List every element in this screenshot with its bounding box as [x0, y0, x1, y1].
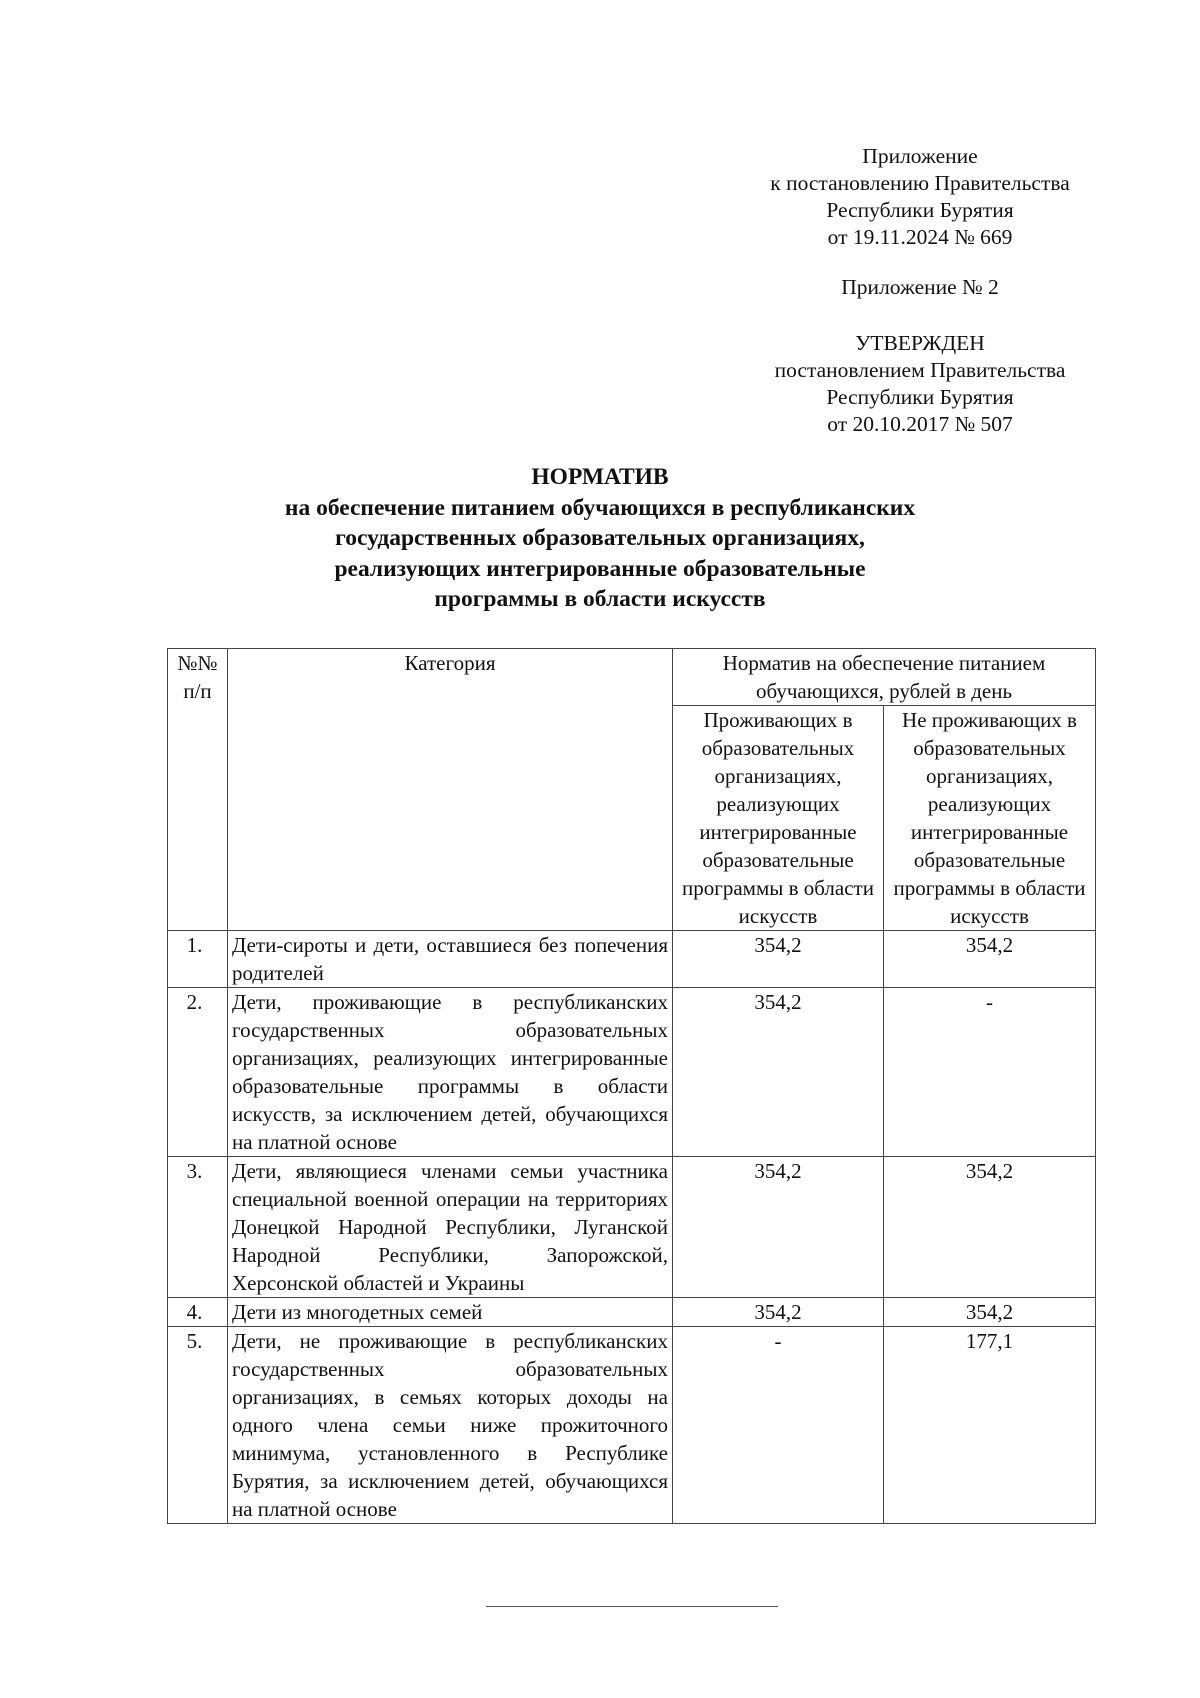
table-header-row [168, 649, 1096, 706]
appendix-reference [720, 143, 1120, 251]
row-living-value: 354,2 [673, 931, 884, 988]
row-number: 1. [168, 931, 228, 988]
header-not-living: Не проживающих в образовательных организациях, реализующих интегрированные образовательные программы в области искусств [884, 706, 1096, 931]
header-norm: Норматив на обеспечение питанием обучающихся, рублей в день [673, 649, 1096, 706]
table-row [168, 1298, 1096, 1327]
appendix-line: к постановлению Правительства [770, 171, 1070, 195]
appendix-number [720, 274, 1120, 301]
row-number: 2. [168, 988, 228, 1157]
row-not-living-value: 354,2 [884, 931, 1096, 988]
table-row [168, 1327, 1096, 1524]
appendix-line: Республики Бурятия [826, 198, 1014, 222]
approved-line: Республики Бурятия [826, 385, 1014, 409]
table-row [168, 988, 1096, 1157]
row-living-value: 354,2 [673, 988, 884, 1157]
row-not-living-value: 354,2 [884, 1157, 1096, 1298]
title-line: программы в области искусств [434, 586, 766, 612]
title-line: НОРМАТИВ [531, 464, 669, 490]
approved-line: УТВЕРЖДЕН [855, 331, 985, 355]
approved-line: от 20.10.2017 № 507 [827, 412, 1013, 436]
header-living: Проживающих в образовательных организациях, реализующих интегрированные образовательные программы в области искусств [673, 706, 884, 931]
row-category: Дети-сироты и дети, оставшиеся без попечения родителей [228, 931, 673, 988]
appendix-line: от 19.11.2024 № 669 [827, 225, 1013, 249]
row-category: Дети из многодетных семей [228, 1298, 673, 1327]
row-not-living-value: 354,2 [884, 1298, 1096, 1327]
row-not-living-value: - [884, 988, 1096, 1157]
row-category: Дети, проживающие в республиканских государственных образовательных организациях, реализующих интегрированные образовательные программы в области искусств, за исключением детей, обучающихся на платной основе [228, 988, 673, 1157]
approval-stamp-text [720, 330, 1120, 438]
row-number: 4. [168, 1298, 228, 1327]
title-line: на обеспечение питанием обучающихся в республиканских [284, 494, 916, 521]
norm-table [167, 648, 1096, 1524]
document-title [150, 462, 1050, 615]
header-category: Категория [228, 649, 673, 931]
appendix-line: Приложение [862, 144, 978, 168]
title-line: государственных образовательных организациях, [335, 525, 865, 551]
row-living-value: 354,2 [673, 1157, 884, 1298]
row-category: Дети, не проживающие в республиканских государственных образовательных организациях, в семьях которых доходы на одного члена семьи ниже прожиточного минимума, установленного в Республике Бурятия, за исключением детей, обучающихся на платной основе [228, 1327, 673, 1524]
table-row [168, 1157, 1096, 1298]
approved-line: постановлением Правительства [774, 358, 1066, 382]
row-number: 5. [168, 1327, 228, 1524]
appendix-number-line: Приложение № 2 [841, 275, 999, 299]
row-living-value: - [673, 1327, 884, 1524]
row-number: 3. [168, 1157, 228, 1298]
header-number: №№ п/п [168, 649, 228, 931]
row-category: Дети, являющиеся членами семьи участника специальной военной операции на территориях Донецкой Народной Республики, Луганской Народной Республики, Запорожской, Херсонской областей и Украины [228, 1157, 673, 1298]
table-row [168, 931, 1096, 988]
closing-divider [486, 1606, 778, 1607]
row-living-value: 354,2 [673, 1298, 884, 1327]
row-not-living-value: 177,1 [884, 1327, 1096, 1524]
title-line: реализующих интегрированные образовательные [334, 555, 866, 582]
